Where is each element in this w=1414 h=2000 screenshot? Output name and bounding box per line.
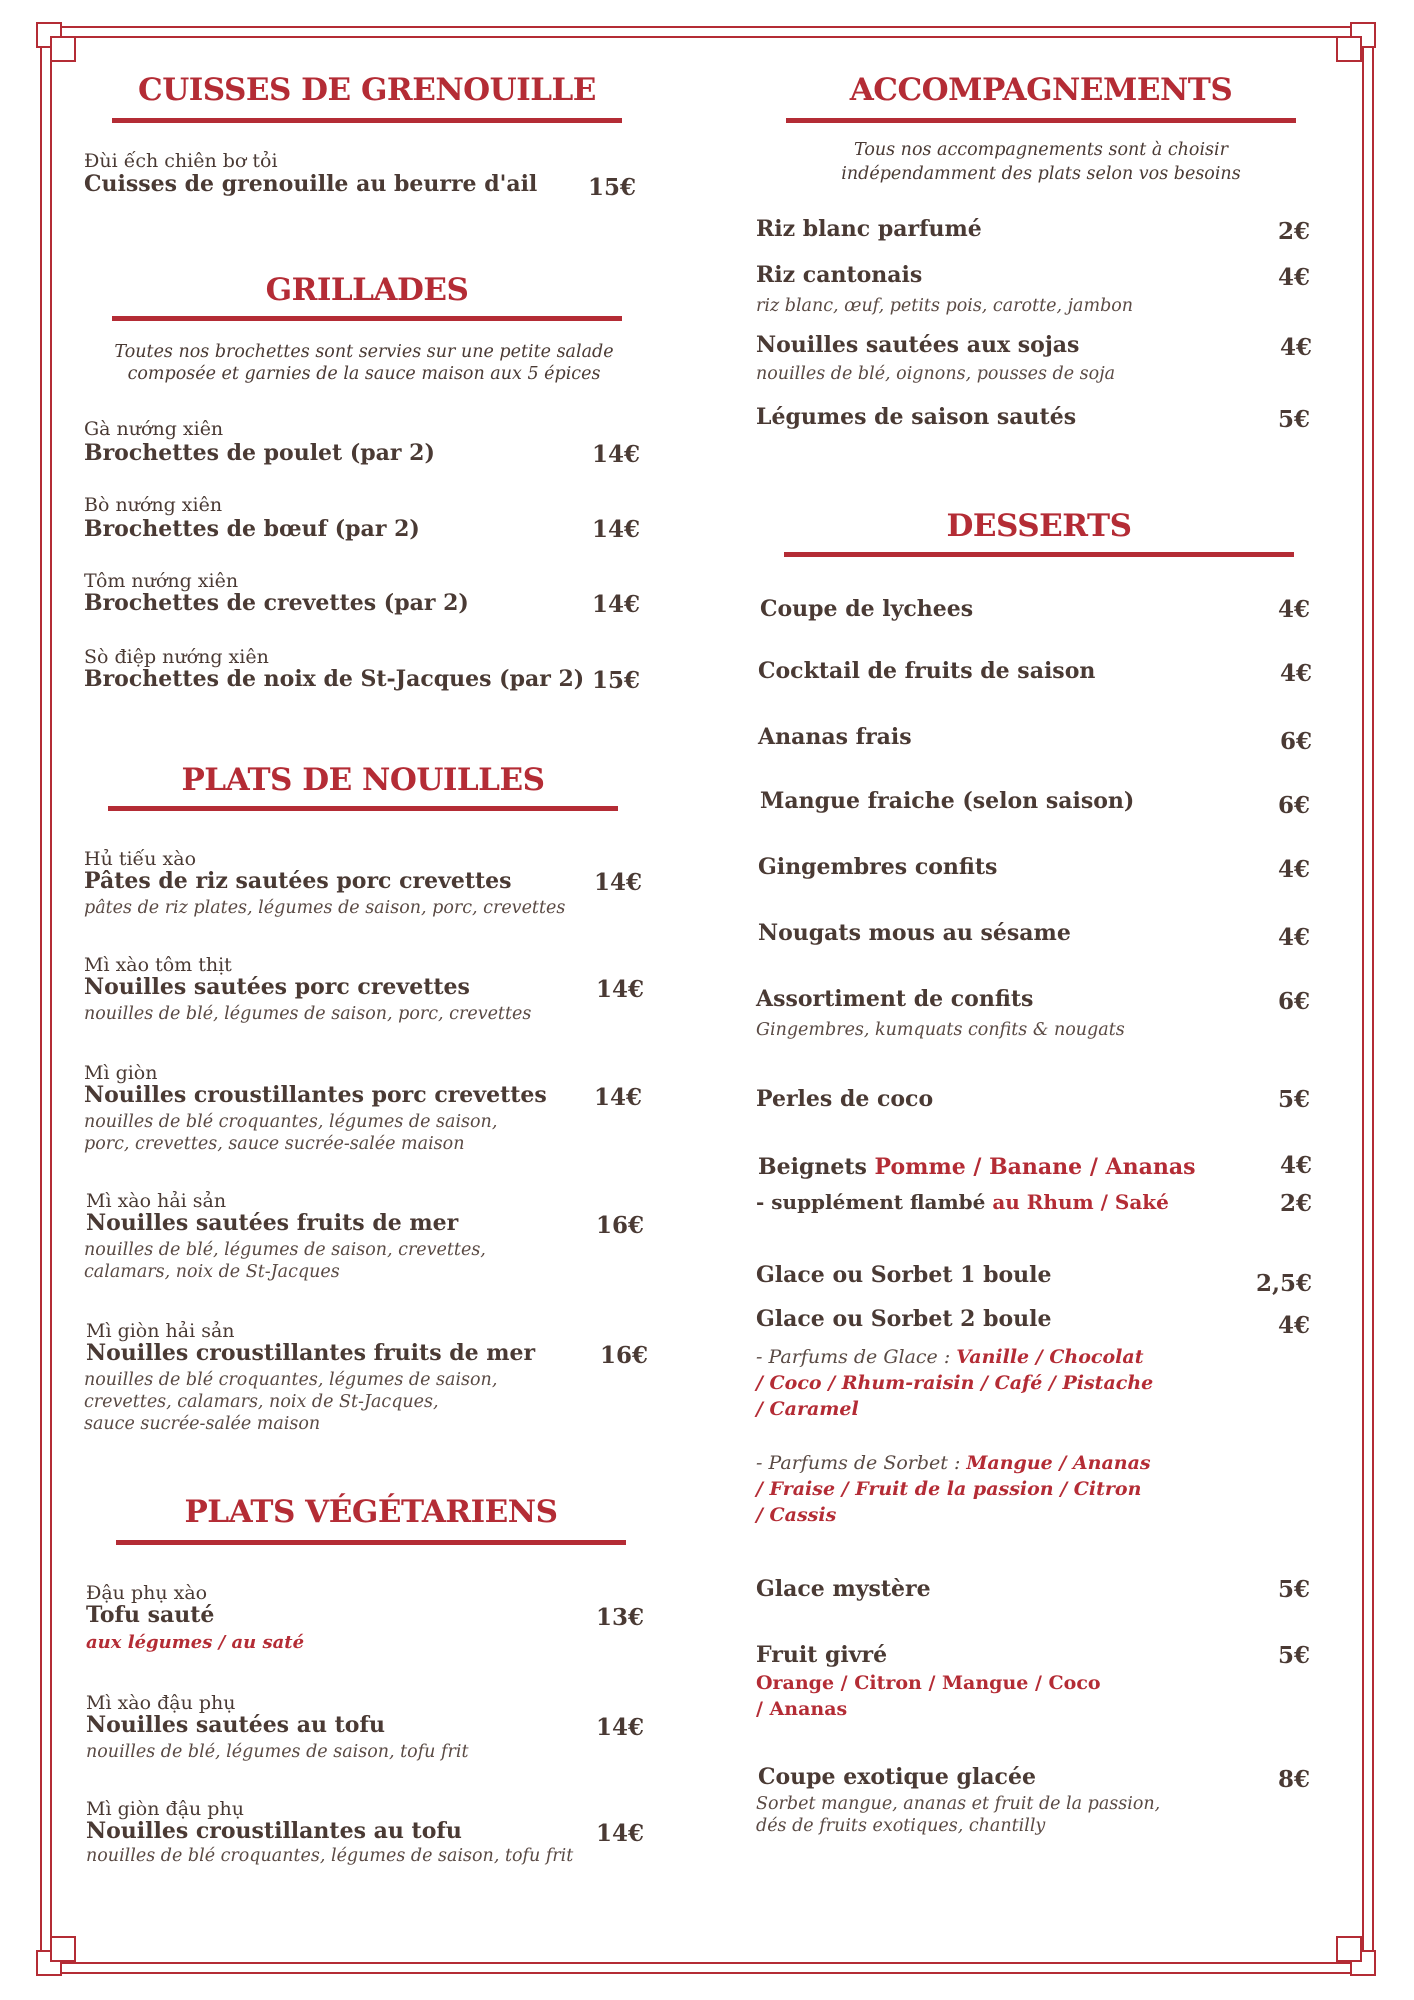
item-price: 14€ xyxy=(593,1084,642,1111)
flavour-label: - Parfums de Sorbet : xyxy=(756,1452,967,1474)
item-name: Brochettes de noix de St-Jacques (par 2) xyxy=(84,666,585,692)
flavour-options: / Coco / Rhum-raisin / Café / Pistache xyxy=(756,1372,1154,1394)
item-name: Beignets xyxy=(758,1154,867,1180)
item-description: pâtes de riz plates, légumes de saison, porc, crevettes xyxy=(84,898,566,918)
item-description: nouilles de blé croquantes, légumes de saison, tofu frit xyxy=(86,1846,574,1866)
section-note: Tous nos accompagnements sont à choisir xyxy=(854,140,1228,160)
item-name: Fruit givré xyxy=(756,1642,888,1668)
item-price: 4€ xyxy=(1277,596,1310,623)
item-name: Pâtes de riz sautées porc crevettes xyxy=(84,868,512,894)
item-description: nouilles de blé, légumes de saison, porc, crevettes xyxy=(84,1004,532,1024)
item-viet: Mì giòn xyxy=(84,1062,158,1084)
item-viet: Tôm nướng xiên xyxy=(84,570,239,592)
item-name: Nouilles sautées porc crevettes xyxy=(84,974,470,1000)
item-description: dés de fruits exotiques, chantilly xyxy=(756,1816,1046,1836)
item-name: Glace mystère xyxy=(756,1576,931,1602)
item-name: Coupe de lychees xyxy=(760,596,974,622)
item-name: Nouilles sautées au tofu xyxy=(86,1712,385,1738)
item-viet: Mì xào đậu phụ xyxy=(86,1692,236,1714)
item-price: 14€ xyxy=(595,1820,644,1847)
item-description: Gingembres, kumquats confits & nougats xyxy=(756,1020,1125,1040)
item-price: 2,5€ xyxy=(1255,1270,1312,1297)
item-price: 13€ xyxy=(595,1604,644,1631)
item-name: Tofu sauté xyxy=(86,1602,215,1628)
item-price: 15€ xyxy=(587,174,636,201)
section-title-accompagnements: ACCOMPAGNEMENTS xyxy=(849,72,1233,108)
item-price: 8€ xyxy=(1277,1766,1310,1793)
flavour-options: Vanille / Chocolat xyxy=(956,1346,1144,1368)
section-rule xyxy=(116,1540,626,1545)
flavour-line xyxy=(756,1346,1143,1368)
flavour-label: - Parfums de Glace : xyxy=(756,1346,957,1368)
item-price: 14€ xyxy=(591,516,640,543)
item-price: 2€ xyxy=(1279,1190,1312,1217)
item-name: - supplément flambé xyxy=(756,1190,986,1214)
section-rule xyxy=(112,118,622,123)
item-name: Assortiment de confits xyxy=(756,986,1034,1012)
flavour-line xyxy=(756,1452,1151,1474)
section-rule xyxy=(112,316,622,321)
item-options: Orange / Citron / Mangue / Coco xyxy=(756,1672,1101,1694)
item-name: Nouilles croustillantes fruits de mer xyxy=(86,1340,536,1366)
item-name: Brochettes de poulet (par 2) xyxy=(84,440,435,466)
item-viet: Sò điệp nướng xiên xyxy=(84,646,269,668)
item-description: crevettes, calamars, noix de St-Jacques, xyxy=(84,1392,439,1412)
section-note: composée et garnies de la sauce maison aux 5 épices xyxy=(127,364,601,384)
item-price: 2€ xyxy=(1277,218,1310,245)
section-title-desserts: DESSERTS xyxy=(946,508,1132,544)
item-name: Ananas frais xyxy=(758,724,912,750)
item-name: Nouilles croustillantes porc crevettes xyxy=(84,1082,547,1108)
item-options: au Rhum / Saké xyxy=(992,1190,1169,1214)
item-name: Riz blanc parfumé xyxy=(756,216,982,242)
section-rule xyxy=(108,806,618,811)
flavour-options: / Fraise / Fruit de la passion / Citron xyxy=(756,1478,1142,1500)
item-name: Glace ou Sorbet 2 boule xyxy=(756,1306,1052,1332)
item-price: 14€ xyxy=(595,1714,644,1741)
item-name: Brochettes de crevettes (par 2) xyxy=(84,590,469,616)
item-price: 14€ xyxy=(595,976,644,1003)
item-price: 4€ xyxy=(1277,856,1310,883)
item-name: Perles de coco xyxy=(756,1086,934,1112)
flavour-options: Mangue / Ananas xyxy=(966,1452,1151,1474)
item-price: 5€ xyxy=(1277,1086,1310,1113)
item-name: Riz cantonais xyxy=(756,262,923,288)
corner-ornament-tr xyxy=(1336,22,1376,62)
item-description: calamars, noix de St-Jacques xyxy=(84,1262,340,1282)
item-viet: Mì giòn đậu phụ xyxy=(86,1798,244,1820)
item-price: 4€ xyxy=(1277,924,1310,951)
item-price: 4€ xyxy=(1279,660,1312,687)
item-name: Cocktail de fruits de saison xyxy=(758,658,1096,684)
flavour-options: / Caramel xyxy=(756,1398,859,1420)
item-description: nouilles de blé, légumes de saison, tofu frit xyxy=(86,1742,469,1762)
item-description: Sorbet mangue, ananas et fruit de la passion, xyxy=(756,1794,1161,1814)
item-price: 15€ xyxy=(591,667,640,694)
item-options: aux légumes / au saté xyxy=(86,1632,305,1653)
item-description: nouilles de blé croquantes, légumes de saison, xyxy=(84,1112,498,1132)
corner-ornament-bl xyxy=(36,1936,76,1976)
item-price: 6€ xyxy=(1277,988,1310,1015)
section-title-cuisses: CUISSES DE GRENOUILLE xyxy=(138,72,596,108)
item-price: 6€ xyxy=(1279,728,1312,755)
corner-ornament-tl xyxy=(36,22,76,62)
item-viet: Bò nướng xiên xyxy=(84,494,223,516)
section-title-grillades: GRILLADES xyxy=(265,272,469,308)
item-price: 4€ xyxy=(1279,1152,1312,1179)
item-price: 16€ xyxy=(599,1342,648,1369)
item-name: Nougats mous au sésame xyxy=(758,920,1071,946)
item-price: 6€ xyxy=(1277,792,1310,819)
section-rule xyxy=(784,552,1294,557)
corner-ornament-br xyxy=(1336,1936,1376,1976)
item-name: Nouilles croustillantes au tofu xyxy=(86,1818,462,1844)
inner-frame xyxy=(50,36,1364,1964)
item-price: 16€ xyxy=(595,1212,644,1239)
item-description: nouilles de blé, légumes de saison, crevettes, xyxy=(84,1240,486,1260)
item-viet: Mì giòn hải sản xyxy=(86,1320,235,1342)
item-name: Gingembres confits xyxy=(758,854,998,880)
item-name: Nouilles sautées fruits de mer xyxy=(86,1210,459,1236)
item-beignets xyxy=(758,1154,1195,1180)
item-options: Pomme / Banane / Ananas xyxy=(874,1154,1196,1180)
item-options: / Ananas xyxy=(756,1698,848,1720)
item-name: Cuisses de grenouille au beurre d'ail xyxy=(84,171,538,197)
item-viet: Gà nướng xiên xyxy=(84,418,224,440)
item-price: 5€ xyxy=(1277,406,1310,433)
section-note: indépendamment des plats selon vos besoins xyxy=(841,164,1241,184)
item-description: nouilles de blé, oignons, pousses de soja xyxy=(756,364,1116,384)
item-flambe xyxy=(756,1190,1169,1214)
item-description: nouilles de blé croquantes, légumes de saison, xyxy=(84,1370,498,1390)
item-price: 14€ xyxy=(593,869,642,896)
item-price: 4€ xyxy=(1277,264,1310,291)
item-price: 4€ xyxy=(1277,1312,1310,1339)
item-description: sauce sucrée-salée maison xyxy=(84,1414,321,1434)
item-name: Brochettes de bœuf (par 2) xyxy=(84,516,420,542)
item-name: Mangue fraiche (selon saison) xyxy=(760,788,1135,814)
item-viet: Hủ tiếu xào xyxy=(84,848,197,870)
flavour-options: / Cassis xyxy=(756,1504,837,1526)
item-name: Nouilles sautées aux sojas xyxy=(756,332,1080,358)
item-name: Glace ou Sorbet 1 boule xyxy=(756,1262,1052,1288)
item-viet: Mì xào hải sản xyxy=(86,1190,227,1212)
section-rule xyxy=(786,118,1296,123)
section-title-vegetariens: PLATS VÉGÉTARIENS xyxy=(184,1494,558,1530)
item-viet: Mì xào tôm thịt xyxy=(84,954,232,976)
item-price: 5€ xyxy=(1277,1576,1310,1603)
section-note: Toutes nos brochettes sont servies sur une petite salade xyxy=(114,342,614,362)
item-name: Coupe exotique glacée xyxy=(758,1764,1036,1790)
item-price: 5€ xyxy=(1277,1642,1310,1669)
item-name: Légumes de saison sautés xyxy=(756,404,1077,430)
item-price: 4€ xyxy=(1279,334,1312,361)
item-price: 14€ xyxy=(591,591,640,618)
item-viet: Đậu phụ xào xyxy=(86,1582,208,1604)
item-description: porc, crevettes, sauce sucrée-salée maison xyxy=(84,1134,465,1154)
section-title-nouilles: PLATS DE NOUILLES xyxy=(181,762,545,798)
item-price: 14€ xyxy=(591,441,640,468)
item-description: riz blanc, œuf, petits pois, carotte, jambon xyxy=(756,296,1134,316)
item-viet: Đùi ếch chiên bơ tỏi xyxy=(84,150,278,172)
